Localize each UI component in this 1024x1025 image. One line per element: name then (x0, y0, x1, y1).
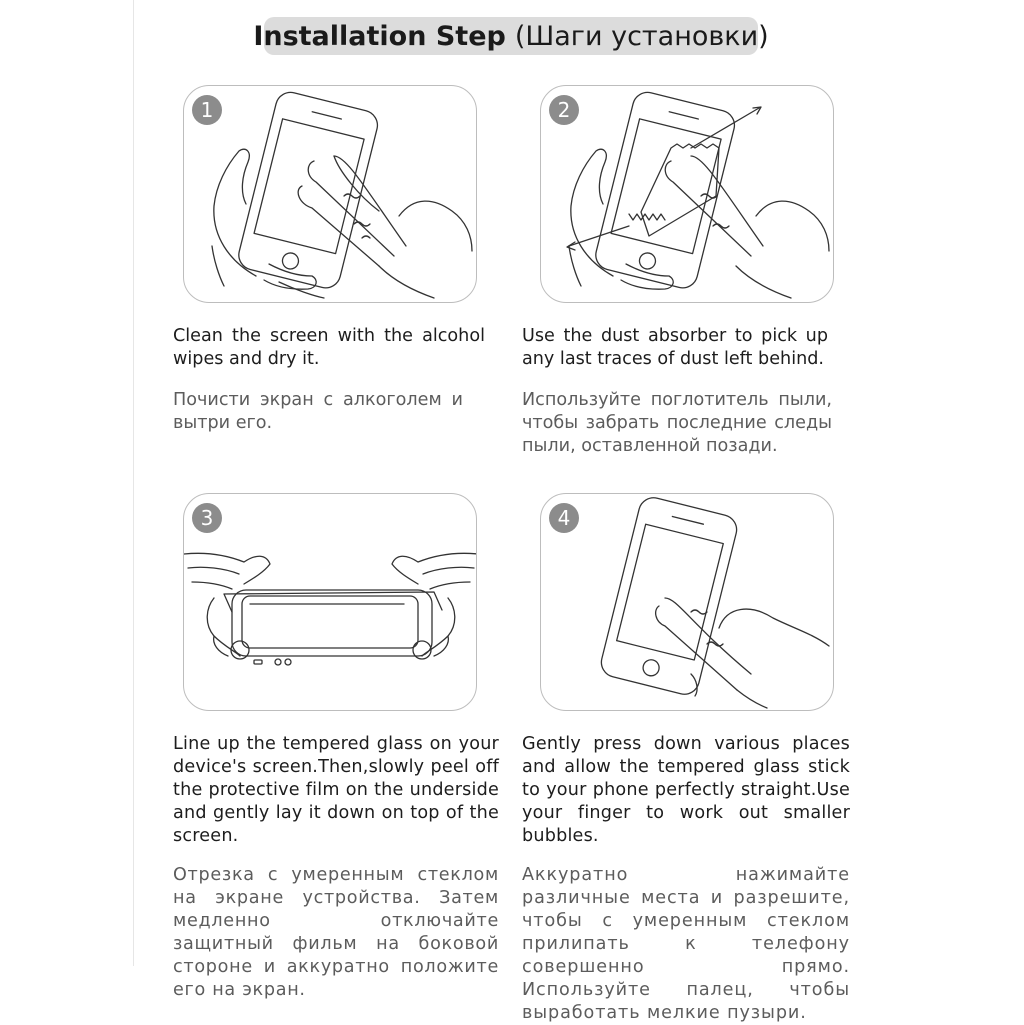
step-4-english-caption: Gently press down various places and allow the tempered glass stick to your phone perfectly straight.Use your finger to work out smaller bubbles. (522, 734, 850, 846)
step-1-illustration (183, 85, 477, 303)
page-title-english: Installation Step (253, 20, 506, 52)
align-glass-illustration-icon (184, 494, 477, 711)
step-4-number-badge: 4 (549, 503, 579, 533)
step-1-russian-caption: Почисти экран с алкоголем и вытри его. (173, 390, 463, 433)
step-3-illustration (183, 493, 477, 711)
step-2-english-caption: Use the dust absorber to pick up any last traces of dust left behind. (522, 326, 828, 369)
press-bubbles-illustration-icon (541, 494, 834, 711)
step-3-number-badge: 3 (192, 503, 222, 533)
step-1-number-badge: 1 (192, 95, 222, 125)
step-3-russian-caption: Отрезка с умеренным стеклом на экране устройства. Затем медленно отключайте защитный фильм на боковой стороне и аккуратно положите его на экран. (173, 865, 499, 1000)
page-title (253, 17, 769, 55)
step-2-number-badge: 2 (549, 95, 579, 125)
page-divider-line (133, 0, 134, 966)
step-4-russian-caption: Аккуратно нажимайте различные места и разрешите, чтобы с умеренным стеклом прилипать к телефону совершенно прямо. Используйте палец, чтобы выработать мелкие пузыри. (522, 865, 850, 1023)
step-3-english-caption: Line up the tempered glass on your device's screen.Then,slowly peel off the protective film on the underside and gently lay it down on top of the screen. (173, 734, 499, 846)
step-2-illustration (540, 85, 834, 303)
dust-absorber-illustration-icon (541, 86, 834, 303)
step-2-russian-caption: Используйте поглотитель пыли, чтобы забрать последние следы пыли, оставленной позади. (522, 390, 832, 456)
page-title-russian: (Шаги установки) (514, 20, 769, 52)
wipe-screen-illustration-icon (184, 86, 477, 303)
step-1-english-caption: Clean the screen with the alcohol wipes and dry it. (173, 326, 485, 369)
step-4-illustration (540, 493, 834, 711)
